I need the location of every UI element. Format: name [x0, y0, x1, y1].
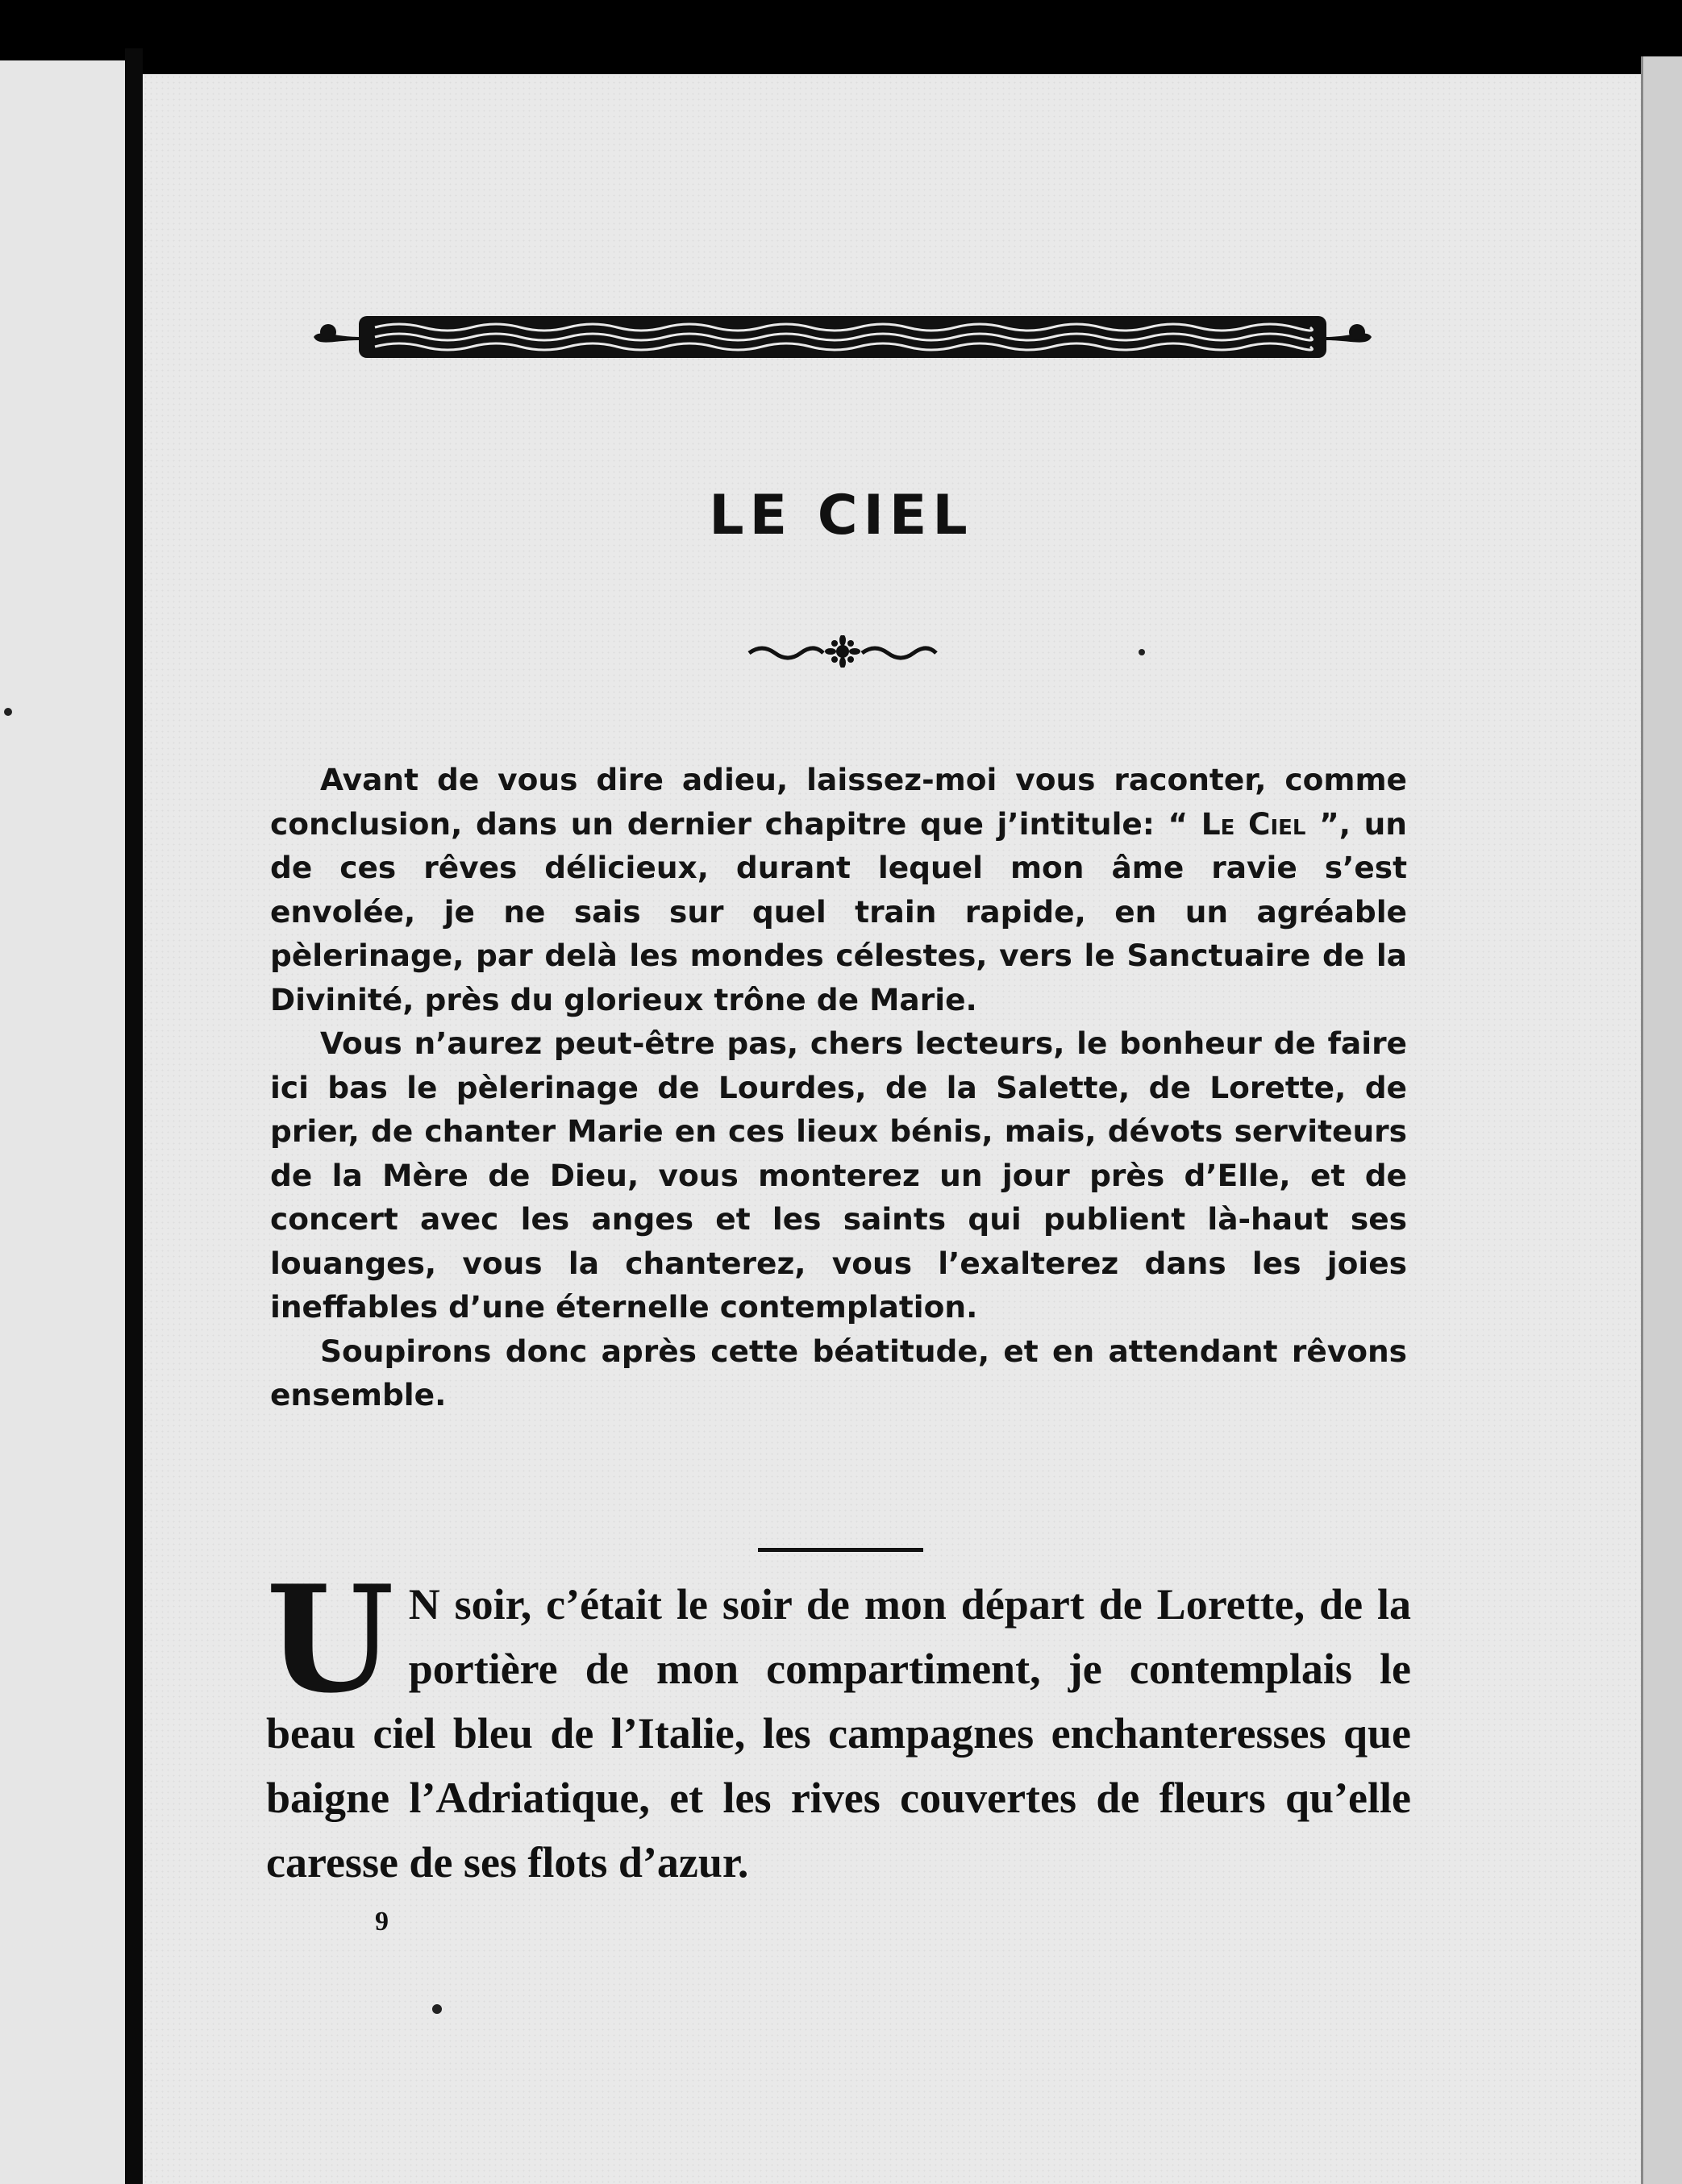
story-text: N soir, c’était le soir de mon départ de Lorette, de la portière de mon compartiment, je contemplais le beau ciel bleu de l’Italie, les campagnes enchanteresses que baigne l’Adriatique, et les rives couvertes de fleurs qu’elle caresse de ses flots d’azur. [266, 1580, 1411, 1887]
chapter-reference: Le Ciel [1201, 805, 1306, 842]
book-spine [125, 48, 143, 2184]
section-divider [758, 1548, 923, 1552]
page-number: 9 [375, 1907, 389, 1936]
intro-text [270, 758, 1407, 1417]
drop-cap: U [266, 1553, 394, 1725]
header-ornament [310, 305, 1375, 369]
ink-speck [1139, 649, 1145, 655]
intro-paragraph-1: Avant de vous dire adieu, laissez-moi vous raconter, comme conclusion, dans un dernier chapitre que j’intitule: “ Le Ciel ”, un de ces rêves délicieux, durant lequel mon âme ravie s’est envolée, je ne sais sur quel train rapide, en un agréable pèlerinage, par delà les mondes célestes, vers le Sanctuaire de la Divinité, près du glorieux trône de Marie. [270, 762, 1407, 1017]
story-paragraph [266, 1553, 1411, 1895]
previous-page-edge [0, 60, 125, 2184]
ink-speck [432, 2004, 442, 2014]
chapter-title: LE CIEL [709, 484, 973, 547]
intro-paragraph-2: Vous n’aurez peut-être pas, chers lecteurs, le bonheur de faire ici bas le pèlerinage de Lourdes, de la Salette, de Lorette, de prier, de chanter Marie en ces lieux bénis, mais, dévots serviteurs de la Mère de Dieu, vous monterez un jour près d’Elle, et de concert avec les anges et les saints qui publient là-haut ses louanges, vous la chanterez, vous l’exalterez dans les joies ineffables d’une éternelle contemplation. [270, 1025, 1407, 1325]
ink-speck [4, 708, 12, 716]
next-page-edge [1641, 56, 1682, 2184]
intro-paragraph-3: Soupirons donc après cette béatitude, et en attendant rêvons ensemble. [270, 1333, 1407, 1412]
title-flourish [746, 635, 939, 668]
